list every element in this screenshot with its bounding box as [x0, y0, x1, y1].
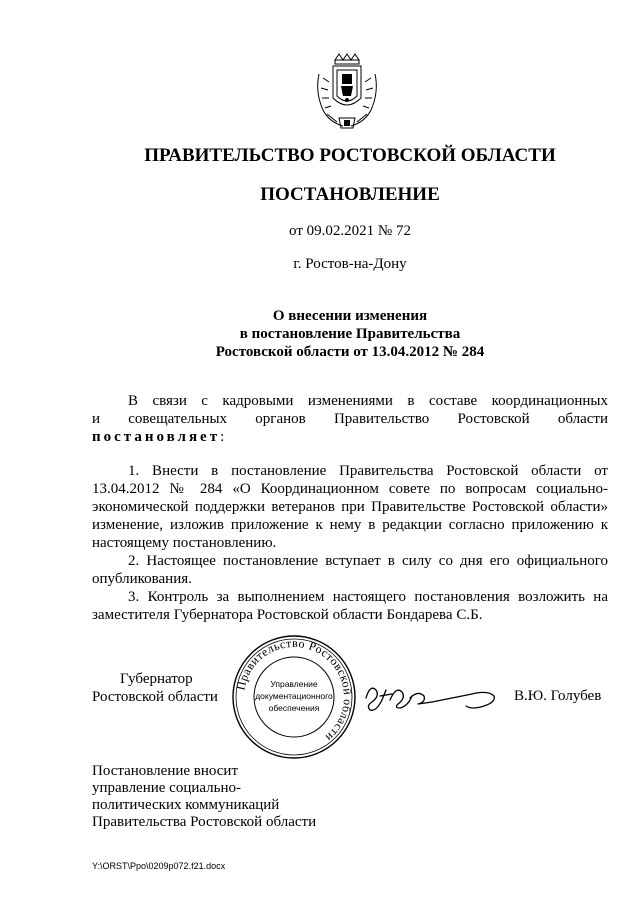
seal-inner-line: документационного: [255, 691, 333, 701]
subject-line: в постановление Правительства: [239, 326, 461, 342]
subject-line: Ростовской области от 13.04.2012 № 284: [215, 344, 485, 360]
file-path-footer: Y:\ORST\Ppo\0209p072.f21.docx: [92, 861, 226, 871]
signatory-title-line: Ростовской области: [92, 689, 218, 705]
submitter-line: Постановление вносит: [92, 763, 239, 779]
seal-inner-line: обеспечения: [268, 703, 320, 713]
preamble-line: В связи с кадровыми изменениями в составе координационных: [128, 393, 608, 409]
signatory-name: В.Ю. Голубев: [514, 688, 602, 704]
submitter-line: управление социально-: [92, 780, 242, 796]
seal-inner-line: Управление: [270, 679, 318, 689]
document-subject: [0, 307, 640, 361]
preamble-paragraph: [92, 392, 608, 446]
organization-title: ПРАВИТЕЛЬСТВО РОСТОВСКОЙ ОБЛАСТИ: [144, 145, 556, 166]
seal-outer-text: Правительство Ростовской области: [233, 635, 356, 745]
signatory-title: [92, 670, 218, 706]
document-city: г. Ростов-на-Дону: [293, 256, 407, 272]
decree-word: постановляет: [92, 429, 221, 445]
resolution-items: [92, 462, 608, 624]
signatory-title-line: Губернатор: [120, 671, 193, 687]
coat-of-arms-icon: [313, 52, 381, 134]
handwritten-signature: [362, 676, 498, 716]
resolution-item: 1. Внести в постановление Правительства Ростовской области от 13.04.2012 № 284 «О Координационном совете по вопросам социально-экономической поддержки ветеранов при Правительстве Ростовской области» изменение, изложив приложение к нему в редакции согласно приложению к настоящему постановлению.: [92, 463, 608, 551]
preamble-line: и совещательных органов Правительство Ростовской области: [92, 411, 608, 427]
subject-line: О внесении изменения: [272, 308, 428, 324]
submitter-line: политических коммуникаций: [92, 797, 280, 813]
document-type: ПОСТАНОВЛЕНИЕ: [260, 184, 440, 205]
decree-line: [92, 428, 608, 446]
document-date-number: от 09.02.2021 № 72: [289, 223, 411, 239]
decree-colon: :: [220, 429, 225, 445]
submitter-line: Правительства Ростовской области: [92, 814, 317, 830]
submitter-note: [92, 763, 316, 831]
resolution-item: 2. Настоящее постановление вступает в силу со дня его официального опубликования.: [92, 553, 608, 587]
resolution-item: 3. Контроль за выполнением настоящего постановления возложить на заместителя Губернатора Ростовской области Бондарева С.Б.: [92, 589, 608, 623]
signature-block: [92, 670, 612, 750]
